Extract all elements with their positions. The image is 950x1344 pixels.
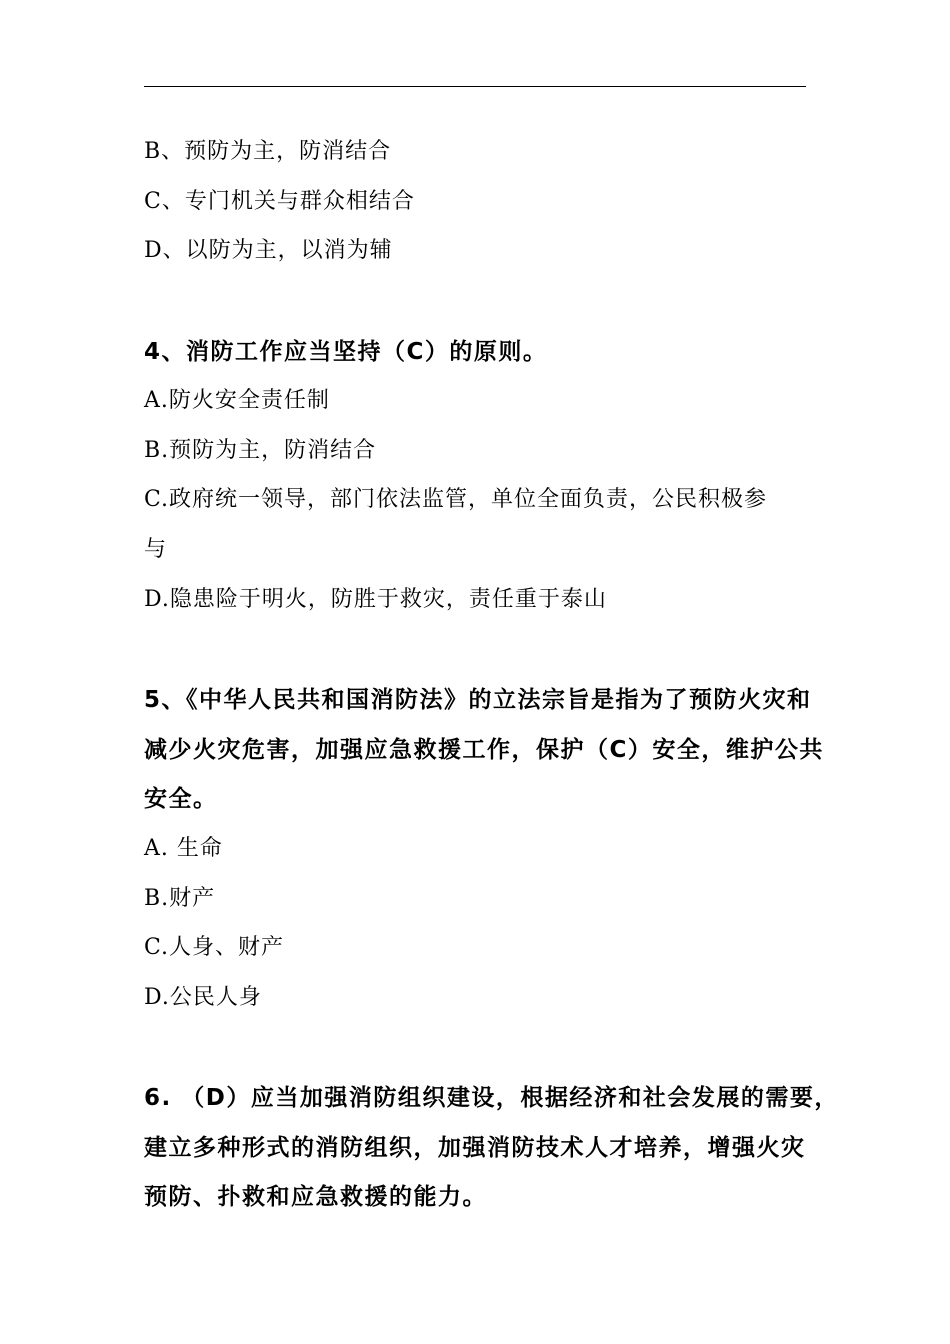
question-5-option-d: D.公民人身 [144,985,262,1010]
prev-option-d: D、以防为主，以消为辅 [144,238,393,263]
question-5-option-b: B.财产 [144,886,216,911]
question-5-stem-line-1: 5、《中华人民共和国消防法》的立法宗旨是指为了预防火灾和 [144,687,812,713]
question-6-stem-line-3: 预防、扑救和应急救援的能力。 [144,1184,487,1210]
prev-option-b: B、预防为主，防消结合 [144,139,392,164]
question-5-option-c: C.人身、财产 [144,935,285,960]
question-4-option-c: C.政府统一领导，部门依法监管，单位全面负责，公民积极参 [144,487,768,512]
question-4-option-c-cont: 与 [144,537,168,562]
question-4-option-a: A.防火安全责任制 [144,388,330,413]
question-4-option-d: D.隐患险于明火，防胜于救灾，责任重于泰山 [144,587,607,612]
question-4-stem: 4、消防工作应当坚持（C）的原则。 [144,339,548,365]
question-6-stem-line-2: 建立多种形式的消防组织，加强消防技术人才培养，增强火灾 [144,1135,806,1161]
question-5-stem-line-2: 减少火灾危害，加强应急救援工作，保护（C）安全，维护公共 [144,737,824,763]
header-rule [144,86,806,87]
question-4-option-b: B.预防为主，防消结合 [144,438,377,463]
question-5-stem-line-3: 安全。 [144,786,218,812]
question-6-stem-line-1: 6. （D）应当加强消防组织建设，根据经济和社会发展的需要， [144,1085,839,1111]
prev-option-c: C、专门机关与群众相结合 [144,189,415,214]
question-5-option-a: A. 生命 [144,836,223,861]
